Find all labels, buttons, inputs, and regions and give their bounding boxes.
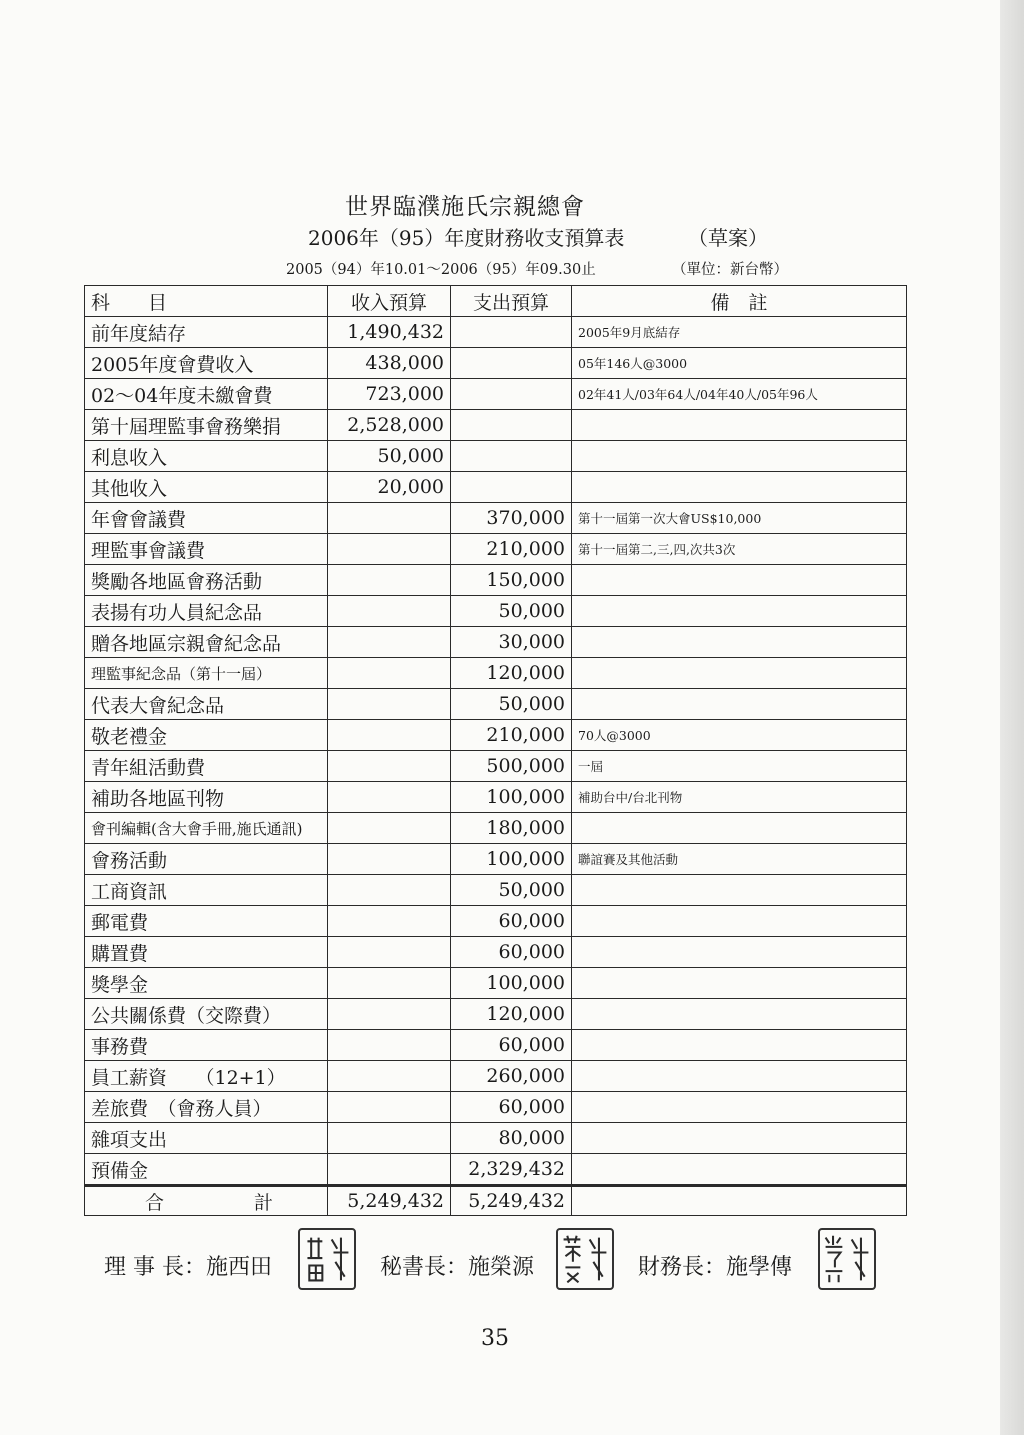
row-expense: 210,000 (451, 720, 572, 751)
table-row (85, 782, 907, 813)
row-income (328, 813, 451, 844)
total-row (85, 1186, 907, 1216)
row-item: 會刊編輯(含大會手冊,施氏通訊) (85, 813, 328, 844)
row-note (572, 658, 907, 689)
row-expense (451, 410, 572, 441)
row-income (328, 937, 451, 968)
row-expense: 60,000 (451, 906, 572, 937)
row-income (328, 999, 451, 1030)
row-expense: 500,000 (451, 751, 572, 782)
row-item: 敬老禮金 (85, 720, 328, 751)
row-note (572, 1154, 907, 1186)
row-expense: 100,000 (451, 968, 572, 999)
secretary-signature: 秘書長：施榮源 (380, 1255, 535, 1280)
row-income (328, 1154, 451, 1186)
row-expense: 100,000 (451, 782, 572, 813)
row-expense: 100,000 (451, 844, 572, 875)
row-item: 代表大會紀念品 (85, 689, 328, 720)
row-note (572, 565, 907, 596)
table-row (85, 410, 907, 441)
row-expense: 80,000 (451, 1123, 572, 1154)
table-row (85, 720, 907, 751)
row-income (328, 1061, 451, 1092)
row-item: 2005年度會費收入 (85, 348, 328, 379)
total-expense: 5,249,432 (451, 1186, 572, 1216)
table-row (85, 968, 907, 999)
row-expense: 120,000 (451, 658, 572, 689)
header-expense: 支出預算 (451, 286, 572, 317)
row-item: 理監事紀念品（第十一屆） (85, 658, 328, 689)
row-expense: 180,000 (451, 813, 572, 844)
row-income (328, 1123, 451, 1154)
row-expense: 60,000 (451, 1030, 572, 1061)
row-note (572, 627, 907, 658)
row-note: 05年146人@3000 (572, 348, 907, 379)
row-item: 雜項支出 (85, 1123, 328, 1154)
table-row (85, 1092, 907, 1123)
table-row (85, 503, 907, 534)
row-income: 50,000 (328, 441, 451, 472)
table-row (85, 937, 907, 968)
row-note (572, 1061, 907, 1092)
row-income (328, 720, 451, 751)
table-row (85, 348, 907, 379)
table-row (85, 658, 907, 689)
row-income: 723,000 (328, 379, 451, 410)
table-row (85, 844, 907, 875)
row-item: 員工薪資 （12+1） (85, 1061, 328, 1092)
row-income (328, 782, 451, 813)
row-note (572, 1092, 907, 1123)
row-note (572, 441, 907, 472)
row-expense: 60,000 (451, 1092, 572, 1123)
total-label: 合計 (85, 1186, 328, 1216)
row-item: 第十屆理監事會務樂捐 (85, 410, 328, 441)
row-expense: 50,000 (451, 596, 572, 627)
row-item: 表揚有功人員紀念品 (85, 596, 328, 627)
row-expense (451, 472, 572, 503)
page-edge (1000, 0, 1024, 1435)
table-row (85, 534, 907, 565)
currency-unit: （單位：新台幣） (672, 262, 788, 278)
row-income (328, 596, 451, 627)
row-income: 20,000 (328, 472, 451, 503)
row-expense (451, 348, 572, 379)
table-row (85, 875, 907, 906)
row-expense: 50,000 (451, 875, 572, 906)
row-expense: 2,329,432 (451, 1154, 572, 1186)
table-row (85, 689, 907, 720)
table-row (85, 813, 907, 844)
row-expense: 370,000 (451, 503, 572, 534)
row-item: 其他收入 (85, 472, 328, 503)
total-income: 5,249,432 (328, 1186, 451, 1216)
row-income (328, 658, 451, 689)
table-row (85, 565, 907, 596)
row-item: 購置費 (85, 937, 328, 968)
table-row (85, 1154, 907, 1186)
row-item: 青年組活動費 (85, 751, 328, 782)
table-row (85, 906, 907, 937)
row-item: 會務活動 (85, 844, 328, 875)
table-row (85, 317, 907, 348)
row-item: 獎學金 (85, 968, 328, 999)
treasurer-seal (818, 1228, 876, 1290)
row-item: 事務費 (85, 1030, 328, 1061)
document-title: 世界臨濮施氏宗親總會 (345, 194, 585, 220)
row-note (572, 596, 907, 627)
header-item: 科 目 (85, 286, 328, 317)
table-header-row (85, 286, 907, 317)
row-note (572, 999, 907, 1030)
row-expense (451, 441, 572, 472)
table-row (85, 1123, 907, 1154)
table-row (85, 472, 907, 503)
row-note (572, 937, 907, 968)
table-row (85, 1030, 907, 1061)
row-note (572, 472, 907, 503)
row-item: 前年度結存 (85, 317, 328, 348)
header-income: 收入預算 (328, 286, 451, 317)
row-expense: 50,000 (451, 689, 572, 720)
row-item: 贈各地區宗親會紀念品 (85, 627, 328, 658)
row-item: 郵電費 (85, 906, 328, 937)
row-note (572, 1123, 907, 1154)
draft-label: （草案） (688, 226, 768, 250)
chairman-signature: 理 事 長：施西田 (104, 1255, 272, 1280)
table-row (85, 751, 907, 782)
row-expense: 30,000 (451, 627, 572, 658)
row-note (572, 906, 907, 937)
row-expense: 150,000 (451, 565, 572, 596)
row-note (572, 689, 907, 720)
row-income (328, 689, 451, 720)
document-subtitle: 2006年（95）年度財務收支預算表 (308, 226, 625, 250)
row-expense: 260,000 (451, 1061, 572, 1092)
row-note (572, 813, 907, 844)
row-item: 工商資訊 (85, 875, 328, 906)
signature-block (104, 1228, 894, 1298)
row-expense (451, 317, 572, 348)
table-row (85, 999, 907, 1030)
header-note: 備 註 (572, 286, 907, 317)
row-note: 第十一屆第一次大會US$10,000 (572, 503, 907, 534)
row-note (572, 968, 907, 999)
row-expense: 60,000 (451, 937, 572, 968)
row-item: 公共關係費（交際費） (85, 999, 328, 1030)
secretary-seal (556, 1228, 614, 1290)
row-expense (451, 379, 572, 410)
row-expense: 120,000 (451, 999, 572, 1030)
table-row (85, 627, 907, 658)
row-income (328, 844, 451, 875)
row-income (328, 906, 451, 937)
row-note: 一屆 (572, 751, 907, 782)
table-row (85, 441, 907, 472)
row-note (572, 875, 907, 906)
row-expense: 210,000 (451, 534, 572, 565)
budget-table (84, 285, 907, 1216)
table-row (85, 379, 907, 410)
row-income (328, 1092, 451, 1123)
row-income (328, 1030, 451, 1061)
row-item: 年會會議費 (85, 503, 328, 534)
treasurer-signature: 財務長：施學傳 (638, 1255, 793, 1280)
table-row (85, 596, 907, 627)
row-income (328, 565, 451, 596)
row-income: 438,000 (328, 348, 451, 379)
row-income (328, 627, 451, 658)
row-item: 理監事會議費 (85, 534, 328, 565)
chairman-seal (298, 1228, 356, 1290)
row-income (328, 534, 451, 565)
row-note: 2005年9月底結存 (572, 317, 907, 348)
table-row (85, 1061, 907, 1092)
row-income: 2,528,000 (328, 410, 451, 441)
page-number: 35 (481, 1326, 509, 1351)
row-item: 利息收入 (85, 441, 328, 472)
fiscal-period: 2005（94）年10.01～2006（95）年09.30止 (286, 262, 596, 278)
row-income (328, 503, 451, 534)
row-note (572, 1030, 907, 1061)
row-income (328, 968, 451, 999)
row-note: 聯誼賽及其他活動 (572, 844, 907, 875)
row-item: 差旅費 （會務人員） (85, 1092, 328, 1123)
row-note: 70人@3000 (572, 720, 907, 751)
row-item: 預備金 (85, 1154, 328, 1186)
row-item: 補助各地區刊物 (85, 782, 328, 813)
total-note (572, 1186, 907, 1216)
row-note: 第十一屆第二,三,四,次共3次 (572, 534, 907, 565)
row-note (572, 410, 907, 441)
row-item: 02～04年度未繳會費 (85, 379, 328, 410)
row-note: 補助台中/台北刊物 (572, 782, 907, 813)
row-income: 1,490,432 (328, 317, 451, 348)
row-note: 02年41人/03年64人/04年40人/05年96人 (572, 379, 907, 410)
row-item: 獎勵各地區會務活動 (85, 565, 328, 596)
row-income (328, 751, 451, 782)
row-income (328, 875, 451, 906)
